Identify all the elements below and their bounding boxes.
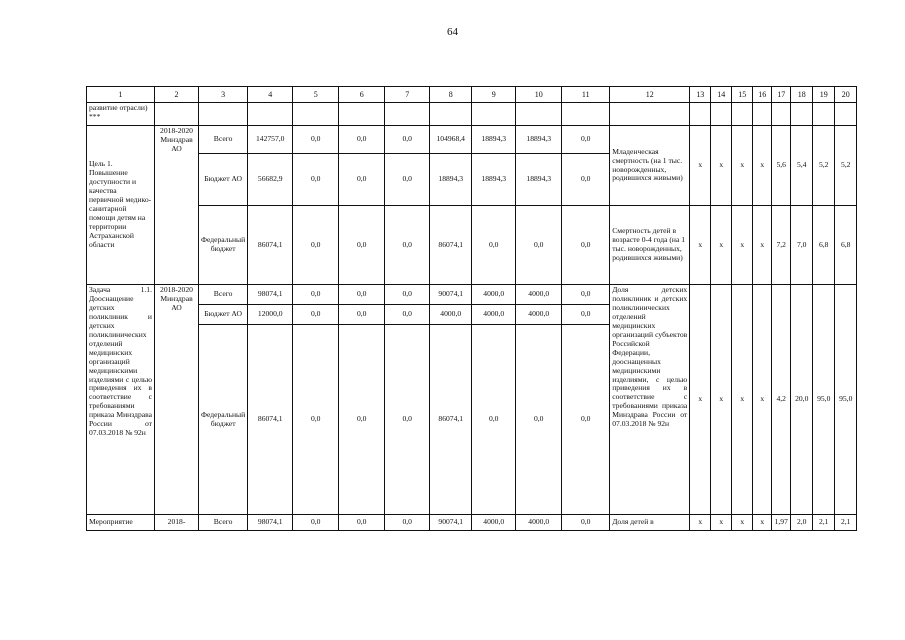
indicator-value: x (732, 206, 753, 285)
indicator-value: x (711, 126, 732, 206)
task-period-executor (155, 285, 199, 515)
task-executor: Минздрав АО (160, 293, 193, 312)
amount-cell: 18894,3 (430, 154, 472, 206)
col-header: 8 (430, 87, 472, 103)
col-header: 1 (87, 87, 155, 103)
amount-cell: 104968,4 (430, 126, 472, 154)
continued-cell: развитие отрасли) *** (87, 103, 155, 126)
table-row (87, 206, 857, 285)
col-header: 5 (293, 87, 339, 103)
amount-cell: 86074,1 (248, 206, 293, 285)
indicator-value: 6,8 (835, 206, 857, 285)
amount-cell: 0,0 (516, 206, 562, 285)
amount-cell: 98074,1 (248, 515, 293, 531)
funding-source: Всего (199, 285, 248, 305)
goal-name: Цель 1. Повышение доступности и качества первичной медико-санитарной помощи детям на территории Астраханской области (87, 126, 155, 285)
table-row (87, 103, 857, 126)
amount-cell: 0,0 (385, 206, 430, 285)
amount-cell: 0,0 (339, 285, 385, 305)
amount-cell: 4000,0 (472, 515, 516, 531)
indicator-value: 7,2 (772, 206, 791, 285)
amount-cell: 142757,0 (248, 126, 293, 154)
amount-cell: 0,0 (339, 206, 385, 285)
col-header: 14 (711, 87, 732, 103)
indicator-value: x (711, 515, 732, 531)
amount-cell: 0,0 (385, 305, 430, 325)
table-row (87, 285, 857, 305)
amount-cell: 86074,1 (430, 206, 472, 285)
funding-source: Бюджет АО (199, 305, 248, 325)
col-header: 19 (813, 87, 835, 103)
col-header: 6 (339, 87, 385, 103)
col-header: 11 (562, 87, 610, 103)
table-row (87, 515, 857, 531)
indicator-value: 5,2 (835, 126, 857, 206)
amount-cell: 0,0 (562, 325, 610, 515)
amount-cell: 4000,0 (430, 305, 472, 325)
col-header: 12 (610, 87, 690, 103)
task-name: Задача 1.1. Дооснащение детских поликлиник и детских поликлинических отделений медицинских организаций медицинскими изделиями с целью приведения их в соответствие с требованиями приказа Минздрава России от 07.03.2018 № 92н (87, 285, 155, 515)
amount-cell: 0,0 (385, 154, 430, 206)
indicator-value: x (753, 206, 772, 285)
col-header: 15 (732, 87, 753, 103)
indicator-value: x (732, 515, 753, 531)
indicator-value: x (690, 285, 711, 515)
indicator-value: 5,2 (813, 126, 835, 206)
amount-cell: 56682,9 (248, 154, 293, 206)
indicator-value: x (732, 285, 753, 515)
indicator-value: 1,97 (772, 515, 791, 531)
amount-cell: 86074,1 (248, 325, 293, 515)
col-header: 7 (385, 87, 430, 103)
indicator-value: 20,0 (791, 285, 813, 515)
funding-source: Всего (199, 515, 248, 531)
indicator-value: 95,0 (835, 285, 857, 515)
amount-cell: 0,0 (339, 126, 385, 154)
funding-source: Федеральный бюджет (199, 206, 248, 285)
funding-source: Бюджет АО (199, 154, 248, 206)
amount-cell: 4000,0 (516, 285, 562, 305)
goal-period-executor: 2018-2020 Минздрав АО (155, 126, 199, 285)
col-header: 13 (690, 87, 711, 103)
indicator-text: Младенческая смертность (на 1 тыс. новорожденных, родившихся живыми) (610, 126, 690, 206)
amount-cell: 0,0 (339, 154, 385, 206)
amount-cell: 86074,1 (430, 325, 472, 515)
indicator-value: 95,0 (813, 285, 835, 515)
amount-cell: 0,0 (562, 515, 610, 531)
amount-cell: 18894,3 (472, 154, 516, 206)
program-table (86, 86, 857, 531)
indicator-value: x (732, 126, 753, 206)
amount-cell: 0,0 (562, 305, 610, 325)
indicator-value: 2,0 (791, 515, 813, 531)
amount-cell: 0,0 (562, 206, 610, 285)
funding-source: Всего (199, 126, 248, 154)
column-number-row (87, 87, 857, 103)
indicator-value: x (753, 285, 772, 515)
col-header: 10 (516, 87, 562, 103)
amount-cell: 0,0 (293, 126, 339, 154)
amount-cell: 0,0 (385, 325, 430, 515)
col-header: 18 (791, 87, 813, 103)
col-header: 20 (835, 87, 857, 103)
amount-cell: 18894,3 (516, 154, 562, 206)
indicator-value: 5,6 (772, 126, 791, 206)
indicator-value: 2,1 (813, 515, 835, 531)
amount-cell: 0,0 (339, 305, 385, 325)
amount-cell: 98074,1 (248, 285, 293, 305)
col-header: 16 (753, 87, 772, 103)
amount-cell: 0,0 (385, 285, 430, 305)
indicator-value: 7,0 (791, 206, 813, 285)
amount-cell: 4000,0 (516, 515, 562, 531)
amount-cell: 0,0 (293, 154, 339, 206)
amount-cell: 4000,0 (516, 305, 562, 325)
indicator-value: x (690, 515, 711, 531)
col-header: 2 (155, 87, 199, 103)
col-header: 9 (472, 87, 516, 103)
amount-cell: 0,0 (385, 515, 430, 531)
indicator-text: Доля детских поликлиник и детских поликлинических отделений медицинских организаций субъектов Российской Федерации, дооснащенных медицинскими изделиями, с целью приведения их в соответствие с требованиями приказа Минздрава России от 07.03.2018 № 92н (610, 285, 690, 515)
amount-cell: 4000,0 (472, 285, 516, 305)
amount-cell: 0,0 (562, 285, 610, 305)
amount-cell: 0,0 (293, 515, 339, 531)
amount-cell: 0,0 (293, 285, 339, 305)
amount-cell: 0,0 (339, 325, 385, 515)
col-header: 3 (199, 87, 248, 103)
amount-cell: 4000,0 (472, 305, 516, 325)
amount-cell: 0,0 (293, 305, 339, 325)
indicator-value: 4,2 (772, 285, 791, 515)
amount-cell: 0,0 (472, 325, 516, 515)
event-period: 2018- (155, 515, 199, 531)
indicator-text: Доля детей в (610, 515, 690, 531)
amount-cell: 0,0 (472, 206, 516, 285)
amount-cell: 0,0 (562, 154, 610, 206)
page-number: 64 (447, 26, 458, 38)
amount-cell: 18894,3 (472, 126, 516, 154)
indicator-value: 5,4 (791, 126, 813, 206)
amount-cell: 0,0 (293, 206, 339, 285)
amount-cell: 0,0 (516, 325, 562, 515)
amount-cell: 0,0 (562, 126, 610, 154)
table-row (87, 126, 857, 154)
indicator-value: x (690, 126, 711, 206)
amount-cell: 90074,1 (430, 515, 472, 531)
amount-cell: 0,0 (339, 515, 385, 531)
amount-cell: 0,0 (385, 126, 430, 154)
indicator-value: 6,8 (813, 206, 835, 285)
indicator-value: x (690, 206, 711, 285)
amount-cell: 90074,1 (430, 285, 472, 305)
indicator-text: Смертность детей в возрасте 0-4 года (на 1 тыс. новорожденных, родившихся живыми) (610, 206, 690, 285)
indicator-value: 2,1 (835, 515, 857, 531)
task-period: 2018-2020 (160, 285, 193, 294)
indicator-value: x (753, 126, 772, 206)
event-name: Мероприятие (87, 515, 155, 531)
program-table-container (86, 86, 857, 531)
col-header: 17 (772, 87, 791, 103)
amount-cell: 12000,0 (248, 305, 293, 325)
amount-cell: 18894,3 (516, 126, 562, 154)
col-header: 4 (248, 87, 293, 103)
indicator-value: x (711, 285, 732, 515)
amount-cell: 0,0 (293, 325, 339, 515)
funding-source: Федеральный бюджет (199, 325, 248, 515)
indicator-value: x (753, 515, 772, 531)
indicator-value: x (711, 206, 732, 285)
